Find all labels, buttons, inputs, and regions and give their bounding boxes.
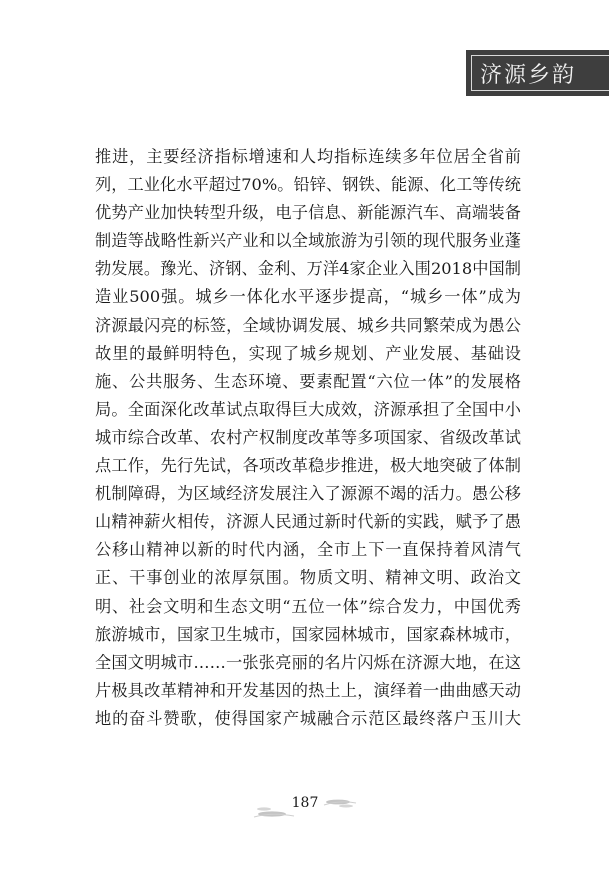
text-line: 济源最闪亮的标签，全域协调发展、城乡共同繁荣成为愚公 [95,315,521,335]
text-line: 造业500强。城乡一体化水平逐步提高，“城乡一体”成为 [95,287,521,307]
text-line: 机制障碍，为区域经济发展注入了源源不竭的活力。愚公移 [95,484,521,504]
text-line: 片极具改革精神和开发基因的热土上，演绎着一曲曲感天动 [95,680,521,700]
text-line: 旅游城市，国家卫生城市，国家园林城市，国家森林城市， [95,624,521,644]
page-footer [250,790,360,824]
body-paragraph [95,143,521,733]
text-line: 局。全面深化改革试点取得巨大成效，济源承担了全国中小 [95,399,521,419]
text-line: 勃发展。豫光、济钢、金利、万洋4家企业入围2018中国制 [95,259,521,279]
text-line: 正、干事创业的浓厚氛围。物质文明、精神文明、政治文 [95,568,521,588]
text-line: 点工作，先行先试，各项改革稳步推进，极大地突破了体制 [95,456,521,476]
text-line: 施、公共服务、生态环境、要素配置“六位一体”的发展格 [95,371,521,391]
text-line: 优势产业加快转型升级，电子信息、新能源汽车、高端装备 [95,203,521,223]
text-line: 故里的最鲜明特色，实现了城乡规划、产业发展、基础设 [95,343,521,363]
text-line: 推进，主要经济指标增速和人均指标连续多年位居全省前 [95,147,521,166]
text-line: 山精神薪火相传，济源人民通过新时代新的实践，赋予了愚 [95,512,521,532]
text-line: 明、社会文明和生态文明“五位一体”综合发力，中国优秀 [95,596,521,616]
text-line: 制造等战略性新兴产业和以全域旅游为引领的现代服务业蓬 [95,231,521,251]
page-number: 187 [291,795,319,811]
text-line: 地的奋斗赞歌，使得国家产城融合示范区最终落户玉川大 [95,708,521,728]
text-line: 全国文明城市……一张张亮丽的名片闪烁在济源大地，在这 [95,652,521,672]
running-header-frame [471,55,609,91]
text-line: 城市综合改革、农村产权制度改革等多项国家、省级改革试 [95,427,521,447]
text-line: 列，工业化水平超过70%。铅锌、钢铁、能源、化工等传统 [95,175,521,195]
running-header-title: 济源乡韵 [480,62,577,88]
running-header [466,50,609,96]
text-line: 公移山精神以新的时代内涵，全市上下一直保持着风清气 [95,540,521,560]
